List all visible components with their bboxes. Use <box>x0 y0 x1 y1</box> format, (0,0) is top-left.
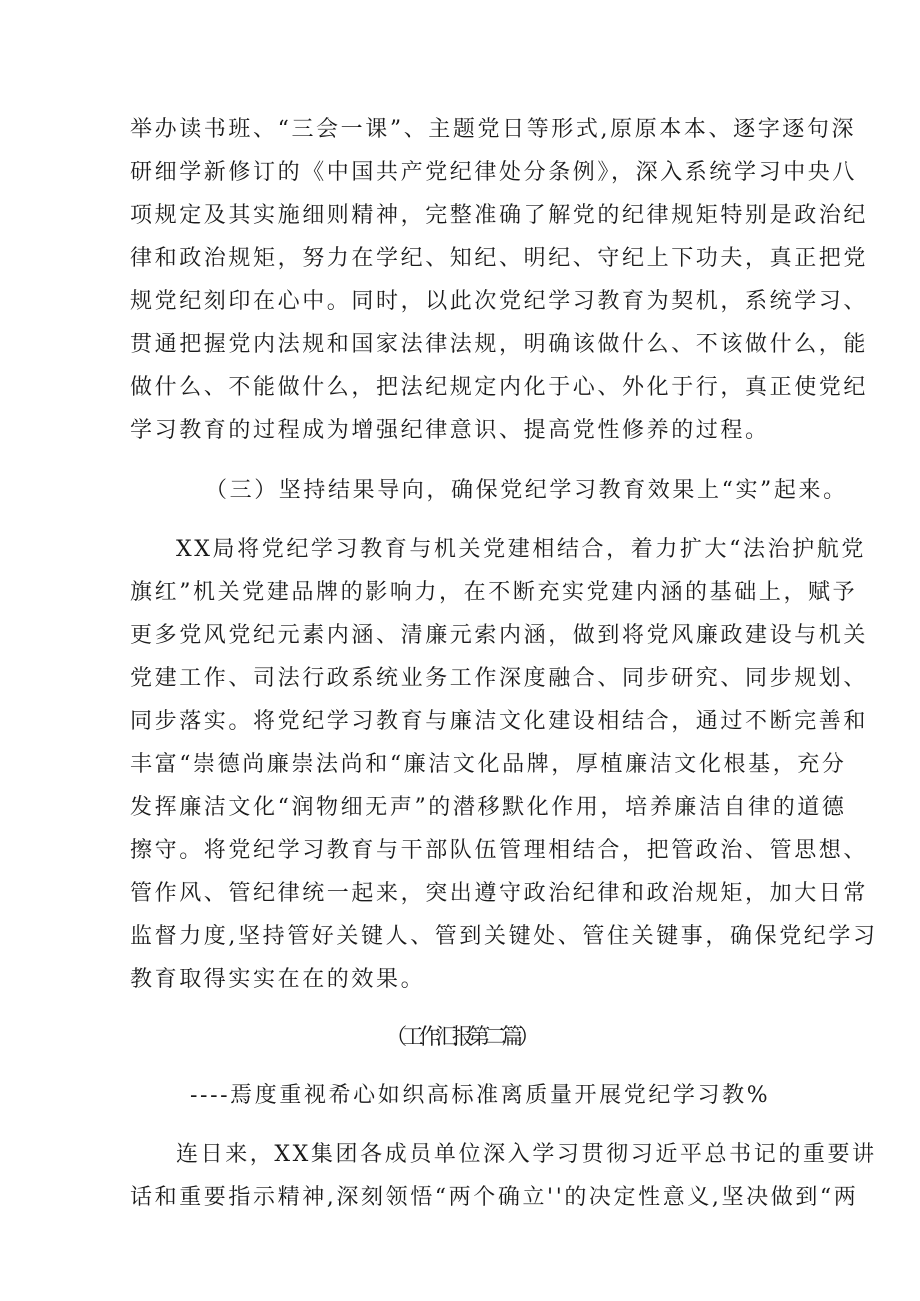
paragraph-line: 旗红”机关党建品牌的影响力，在不断充实党建内涵的基础上，赋予 <box>130 580 858 605</box>
paragraph-line: 研细学新修订的《中国共产党纪律处分条例》，深入系统学习中央八 <box>130 160 858 185</box>
paragraph-line: 贯通把握党内法规和国家法律法规，明确该做什么、不该做什么，能 <box>130 332 869 357</box>
paragraph-line: 发挥廉洁文化“润物细无声”的潜移默化作用，培养廉洁自律的道德 <box>130 795 847 820</box>
paragraph-line: 举办读书班、“三会一课”、主题党日等形式,原原本本、逐字逐句深 <box>130 117 857 142</box>
paragraph-line: 做什么、不能做什么，把法纪规定内化于心、外化于行，真正使党纪 <box>130 375 869 400</box>
paragraph-line: 同步落实。将党纪学习教育与廉洁文化建设相结合，通过不断完善和 <box>130 709 869 734</box>
section-heading: （三）坚持结果导向，确保党纪学习教育效果上“实”起来。 <box>205 478 848 503</box>
paragraph-line: 监督力度,坚持管好关键人、管到关键处、管住关键事，确保党纪学习 <box>130 924 878 949</box>
paragraph-line: 更多党风党纪元素内涵、清廉元索内涵，做到将党风廉政建设与机关 <box>130 623 869 648</box>
paragraph-line: 规党纪刻印在心中。同时，以此次党纪学习教育为契机，系统学习、 <box>130 289 869 314</box>
paragraph-line: 话和重要指示精神,深刻领悟“两个确立''的决定性意义,坚决做到“两 <box>130 1185 859 1210</box>
paragraph-line: 党建工作、司法行政系统业务工作深度融合、同步研究、同步规划、 <box>130 666 869 691</box>
paragraph-line: 律和政治规矩，努力在学纪、知纪、明纪、守纪上下功夫，真正把党 <box>130 246 869 271</box>
subtitle: ----焉度重视希心如织高标准离质量开展党纪学习教% <box>190 1083 771 1108</box>
paragraph-line: 连日来，XX集团各成员单位深入学习贯彻习近平总书记的重要讲 <box>176 1142 877 1167</box>
paragraph-line: 擦守。将党纪学习教育与干部队伍管理相结合，把管政治、管思想、 <box>130 838 869 863</box>
paragraph-line: 丰富“崇德尚廉崇法尚和“廉洁文化品牌，厚植廉洁文化根基，充分 <box>130 752 847 777</box>
paragraph-line: 教育取得实实在在的效果。 <box>130 967 426 992</box>
paragraph-line: 项规定及其实施细则精神，完整准确了解党的纪律规矩特别是政治纪 <box>130 203 869 228</box>
section-title: （工作汇报第二篇） <box>385 1025 535 1050</box>
paragraph-line: 管作风、管纪律统一起来，突出遵守政治纪律和政治规矩，加大日常 <box>130 881 869 906</box>
paragraph-line: XX局将党纪学习教育与机关党建相结合，着力扩大“法治护航党 <box>176 537 866 562</box>
paragraph-line: 学习教育的过程成为增强纪律意识、提高党性修养的过程。 <box>130 418 770 443</box>
